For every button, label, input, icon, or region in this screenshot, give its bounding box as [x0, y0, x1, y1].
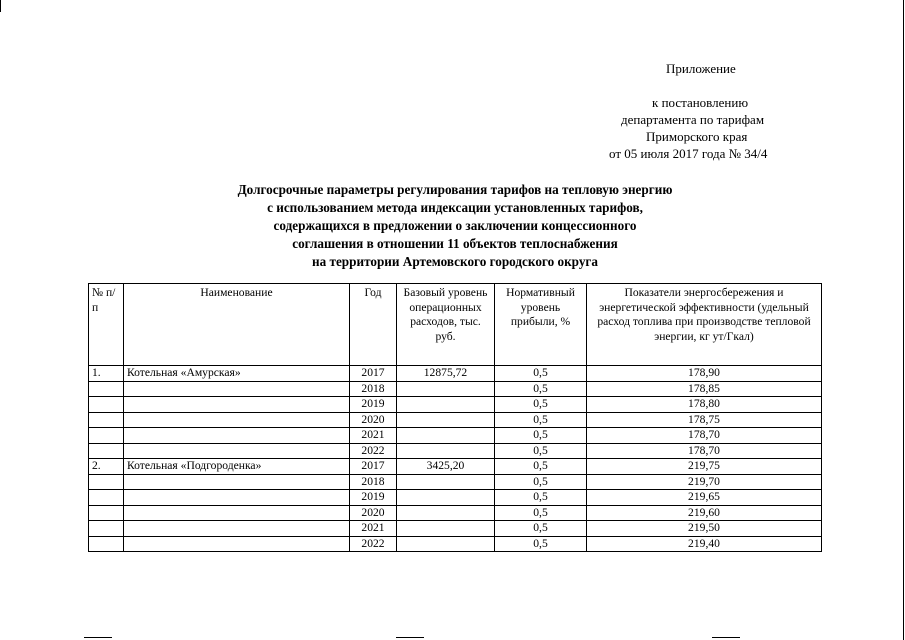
header-norm-profit: Нормативный уровень прибыли, %: [495, 284, 587, 366]
cell-norm-profit: 0,5: [495, 505, 587, 521]
cell-name: [124, 505, 350, 521]
cell-num: 1.: [89, 366, 124, 382]
scan-edge-bottom-mid: [396, 637, 424, 638]
table-row: [89, 459, 822, 475]
cell-efficiency: 178,80: [587, 397, 822, 413]
cell-efficiency: 178,70: [587, 428, 822, 444]
document-title: [180, 181, 730, 271]
cell-num: [89, 490, 124, 506]
table-row: [89, 381, 822, 397]
table-body: [89, 366, 822, 552]
cell-name: [124, 381, 350, 397]
table-row: [89, 397, 822, 413]
cell-efficiency: 178,70: [587, 443, 822, 459]
cell-num: [89, 443, 124, 459]
cell-efficiency: 219,40: [587, 536, 822, 552]
cell-base-expenses: [397, 474, 495, 490]
cell-norm-profit: 0,5: [495, 412, 587, 428]
cell-base-expenses: [397, 412, 495, 428]
appendix-line: департамента по тарифам: [621, 112, 765, 127]
cell-base-expenses: [397, 536, 495, 552]
cell-num: 2.: [89, 459, 124, 475]
cell-efficiency: 178,90: [587, 366, 822, 382]
scan-edge-right: [903, 0, 904, 640]
cell-name: [124, 490, 350, 506]
cell-base-expenses: [397, 428, 495, 444]
cell-name: [124, 412, 350, 428]
header-name: Наименование: [124, 284, 350, 366]
table-row: [89, 505, 822, 521]
header-num: № п/п: [89, 284, 124, 366]
cell-norm-profit: 0,5: [495, 397, 587, 413]
cell-base-expenses: [397, 505, 495, 521]
table-row: [89, 412, 822, 428]
table-row: [89, 521, 822, 537]
cell-efficiency: 219,60: [587, 505, 822, 521]
cell-norm-profit: 0,5: [495, 381, 587, 397]
appendix-label: Приложение: [666, 61, 736, 76]
cell-num: [89, 397, 124, 413]
cell-base-expenses: 12875,72: [397, 366, 495, 382]
table-row: [89, 428, 822, 444]
cell-efficiency: 178,75: [587, 412, 822, 428]
cell-year: 2022: [350, 536, 397, 552]
cell-efficiency: 219,75: [587, 459, 822, 475]
cell-base-expenses: [397, 521, 495, 537]
cell-norm-profit: 0,5: [495, 490, 587, 506]
cell-norm-profit: 0,5: [495, 428, 587, 444]
header-efficiency: Показатели энергосбережения и энергетической эффективности (удельный расход топлива при производстве тепловой энергии, кг ут/Гкал): [587, 284, 822, 366]
cell-year: 2021: [350, 521, 397, 537]
cell-norm-profit: 0,5: [495, 474, 587, 490]
cell-name: Котельная «Амурская»: [124, 366, 350, 382]
appendix-line: к постановлению: [652, 95, 749, 110]
parameters-table: [88, 283, 822, 552]
cell-num: [89, 536, 124, 552]
cell-year: 2020: [350, 412, 397, 428]
cell-efficiency: 219,50: [587, 521, 822, 537]
cell-name: [124, 474, 350, 490]
title-line: с использованием метода индексации установленных тарифов,: [267, 200, 643, 215]
cell-norm-profit: 0,5: [495, 521, 587, 537]
cell-efficiency: 178,85: [587, 381, 822, 397]
cell-num: [89, 521, 124, 537]
title-line: на территории Артемовского городского округа: [311, 254, 599, 269]
cell-base-expenses: [397, 490, 495, 506]
cell-name: [124, 521, 350, 537]
cell-norm-profit: 0,5: [495, 536, 587, 552]
scan-edge-bottom-left: [84, 637, 112, 638]
cell-year: 2021: [350, 428, 397, 444]
table-row: [89, 490, 822, 506]
cell-year: 2019: [350, 490, 397, 506]
header-base-expenses: Базовый уровень операционных расходов, тыс. руб.: [397, 284, 495, 366]
cell-num: [89, 505, 124, 521]
cell-name: [124, 397, 350, 413]
scan-edge-bottom-right: [712, 637, 740, 638]
table-row: [89, 536, 822, 552]
cell-year: 2017: [350, 459, 397, 475]
cell-base-expenses: [397, 443, 495, 459]
title-line: соглашения в отношении 11 объектов теплоснабжения: [292, 236, 618, 251]
cell-base-expenses: [397, 397, 495, 413]
cell-efficiency: 219,65: [587, 490, 822, 506]
title-line: содержащихся в предложении о заключении концессионного: [273, 218, 637, 233]
cell-num: [89, 412, 124, 428]
cell-efficiency: 219,70: [587, 474, 822, 490]
cell-year: 2022: [350, 443, 397, 459]
cell-base-expenses: 3425,20: [397, 459, 495, 475]
cell-name: Котельная «Подгороденка»: [124, 459, 350, 475]
cell-num: [89, 381, 124, 397]
cell-name: [124, 536, 350, 552]
cell-year: 2018: [350, 381, 397, 397]
cell-year: 2020: [350, 505, 397, 521]
header-year: Год: [350, 284, 397, 366]
table-row: [89, 474, 822, 490]
cell-name: [124, 428, 350, 444]
cell-num: [89, 428, 124, 444]
cell-year: 2019: [350, 397, 397, 413]
cell-year: 2017: [350, 366, 397, 382]
cell-year: 2018: [350, 474, 397, 490]
cell-norm-profit: 0,5: [495, 443, 587, 459]
cell-num: [89, 474, 124, 490]
table-header-row: [89, 284, 822, 366]
cell-norm-profit: 0,5: [495, 459, 587, 475]
cell-name: [124, 443, 350, 459]
appendix-line: Приморского края: [646, 129, 748, 144]
scan-edge-top-left: [0, 0, 1, 12]
table-row: [89, 443, 822, 459]
cell-norm-profit: 0,5: [495, 366, 587, 382]
table-row: [89, 366, 822, 382]
title-line: Долгосрочные параметры регулирования тарифов на тепловую энергию: [237, 182, 673, 197]
appendix-line: от 05 июля 2017 года № 34/4: [609, 146, 768, 161]
cell-base-expenses: [397, 381, 495, 397]
